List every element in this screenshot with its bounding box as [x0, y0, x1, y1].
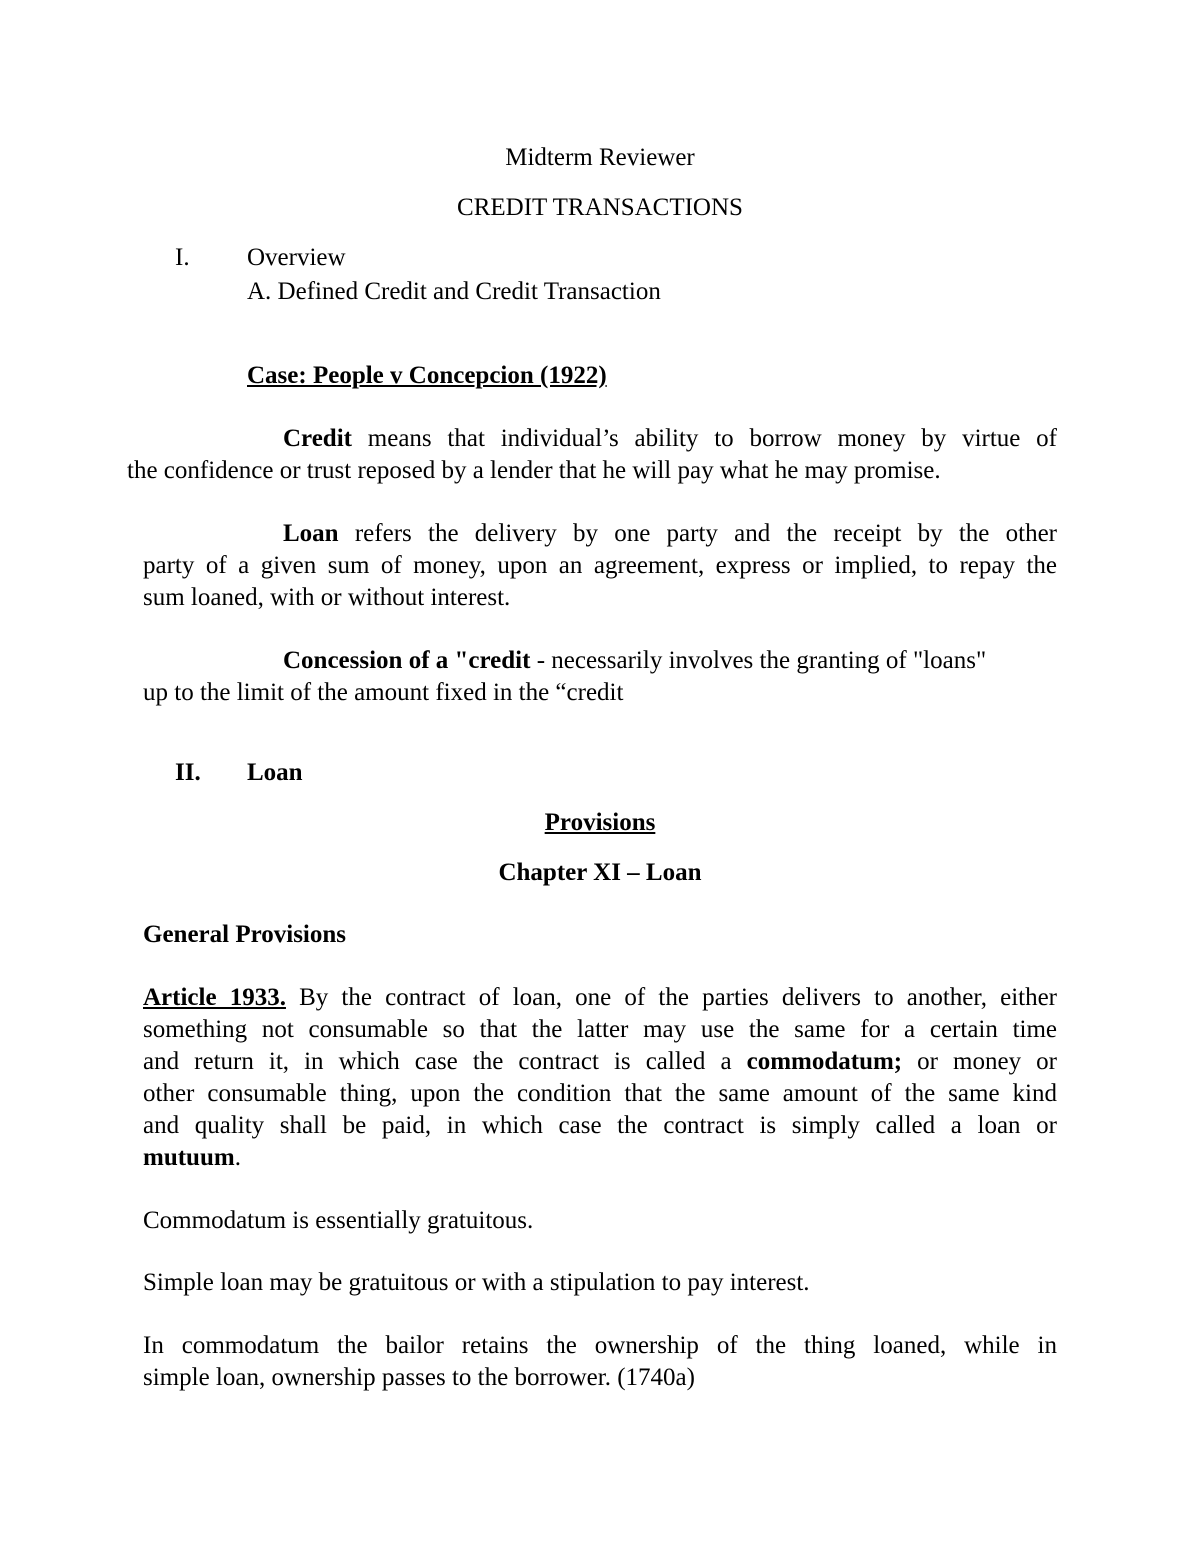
- commodatum-term: commodatum;: [746, 1048, 903, 1075]
- document-subtitle: CREDIT TRANSACTIONS: [457, 194, 743, 221]
- article-line-6: mutuum.: [143, 1144, 241, 1171]
- article-line-3: and return it, in which case the contract is called a commodatum; or money or: [143, 1048, 1057, 1075]
- case-heading: Case: People v Concepcion (1922): [247, 362, 607, 389]
- loan-definition-line-2: party of a given sum of money, upon an agreement, express or implied, to repay the: [143, 552, 1057, 579]
- loan-term: Loan: [283, 520, 339, 547]
- credit-definition-line-2: the confidence or trust reposed by a lender that he will pay what he may promise.: [127, 457, 941, 484]
- section-1-numeral: I.: [175, 244, 190, 271]
- general-provisions-heading: General Provisions: [143, 921, 347, 948]
- credit-definition-line-1: Credit means that individual’s ability to borrow money by virtue of: [283, 425, 1057, 452]
- simple-loan-paragraph: Simple loan may be gratuitous or with a stipulation to pay interest.: [143, 1269, 810, 1296]
- section-1-heading: Overview: [247, 244, 346, 271]
- concession-definition-line-2: up to the limit of the amount fixed in the “credit: [143, 679, 624, 706]
- loan-definition-line-3: sum loaned, with or without interest.: [143, 584, 511, 611]
- commodatum-paragraph: Commodatum is essentially gratuitous.: [143, 1207, 534, 1234]
- ownership-paragraph-line-2: simple loan, ownership passes to the borrower. (1740a): [143, 1364, 695, 1391]
- loan-definition-line-1: Loan refers the delivery by one party and the receipt by the other: [283, 520, 1057, 547]
- chapter-heading: Chapter XI – Loan: [498, 859, 702, 886]
- section-1-subheading: A. Defined Credit and Credit Transaction: [247, 278, 661, 305]
- article-line-2: something not consumable so that the latter may use the same for a certain time: [143, 1016, 1057, 1043]
- article-line-4: other consumable thing, upon the condition that the same amount of the same kind: [143, 1080, 1057, 1107]
- ownership-paragraph-line-1: In commodatum the bailor retains the ownership of the thing loaned, while in: [143, 1332, 1057, 1359]
- section-2-numeral: II.: [175, 759, 201, 786]
- article-line-1: Article 1933. By the contract of loan, one of the parties delivers to another, either: [143, 984, 1058, 1011]
- concession-term: Concession of a "credit: [283, 647, 531, 674]
- document-title: Midterm Reviewer: [505, 144, 695, 171]
- concession-definition-line-1: Concession of a "credit - necessarily involves the granting of "loans": [283, 647, 987, 674]
- section-2-heading: Loan: [247, 759, 303, 786]
- article-label: Article 1933.: [143, 984, 286, 1011]
- provisions-heading: Provisions: [544, 809, 656, 836]
- article-line-5: and quality shall be paid, in which case the contract is simply called a loan or: [143, 1112, 1057, 1139]
- mutuum-term: mutuum: [143, 1144, 235, 1171]
- credit-term: Credit: [283, 425, 352, 452]
